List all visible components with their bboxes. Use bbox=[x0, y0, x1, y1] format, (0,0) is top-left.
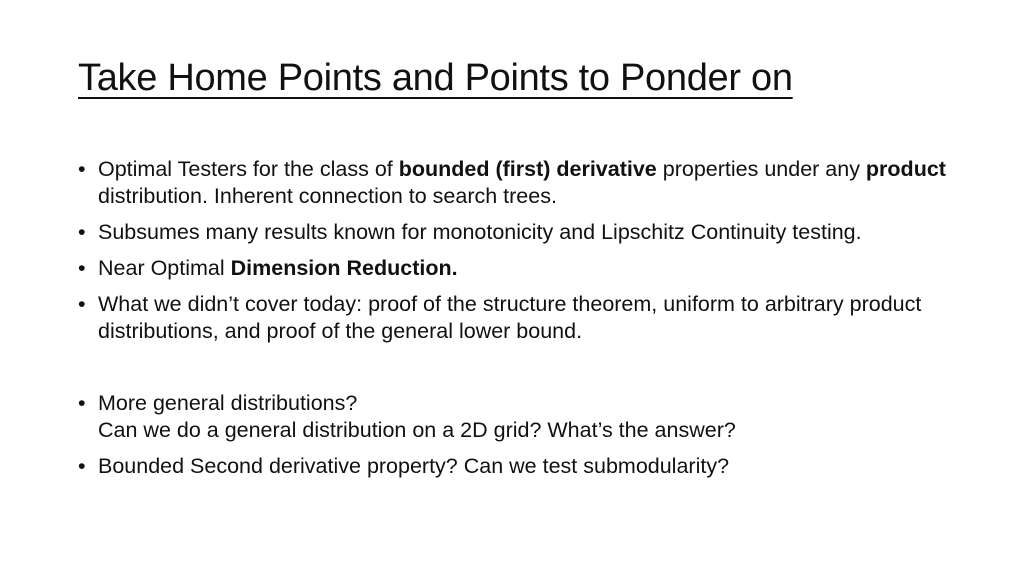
bullet-item-optimal-testers bbox=[78, 156, 958, 210]
bullet-marker: • bbox=[78, 454, 86, 478]
bullet-item-not-covered bbox=[78, 291, 958, 345]
bullet-item-dimension-reduction bbox=[78, 255, 958, 282]
bullet-list bbox=[78, 156, 958, 489]
bullet-item-second-derivative bbox=[78, 453, 958, 480]
bullet-text: Optimal Testers for the class of bbox=[98, 157, 399, 181]
bullet-marker: • bbox=[78, 157, 86, 181]
bold-text: bounded (first) derivative bbox=[398, 157, 657, 181]
bullet-marker: • bbox=[78, 220, 86, 244]
slide-title: Take Home Points and Points to Ponder on bbox=[78, 57, 793, 99]
bullet-marker: • bbox=[78, 391, 86, 415]
bullet-text: distribution. Inherent connection to search trees. bbox=[98, 184, 557, 208]
bullet-text: More general distributions? bbox=[98, 391, 358, 415]
bullet-marker: • bbox=[78, 292, 86, 316]
bullet-text: Bounded Second derivative property? Can we test submodularity? bbox=[98, 454, 730, 478]
bullet-text: Can we do a general distribution on a 2D grid? What’s the answer? bbox=[98, 418, 736, 442]
bold-text: product bbox=[865, 157, 946, 181]
bullet-text: Subsumes many results known for monotonicity and Lipschitz Continuity testing. bbox=[98, 220, 862, 244]
bullet-item-subsumes bbox=[78, 219, 958, 246]
bold-text: Dimension Reduction. bbox=[230, 256, 458, 280]
bullet-marker: • bbox=[78, 256, 86, 280]
bullet-text: Near Optimal bbox=[98, 256, 231, 280]
bullet-text: What we didn’t cover today: proof of the structure theorem, uniform to arbitrary product distributions, and proof of the general lower bound. bbox=[98, 292, 922, 343]
bullet-text: properties under any bbox=[656, 157, 866, 181]
bullet-item-general-distributions bbox=[78, 390, 958, 444]
